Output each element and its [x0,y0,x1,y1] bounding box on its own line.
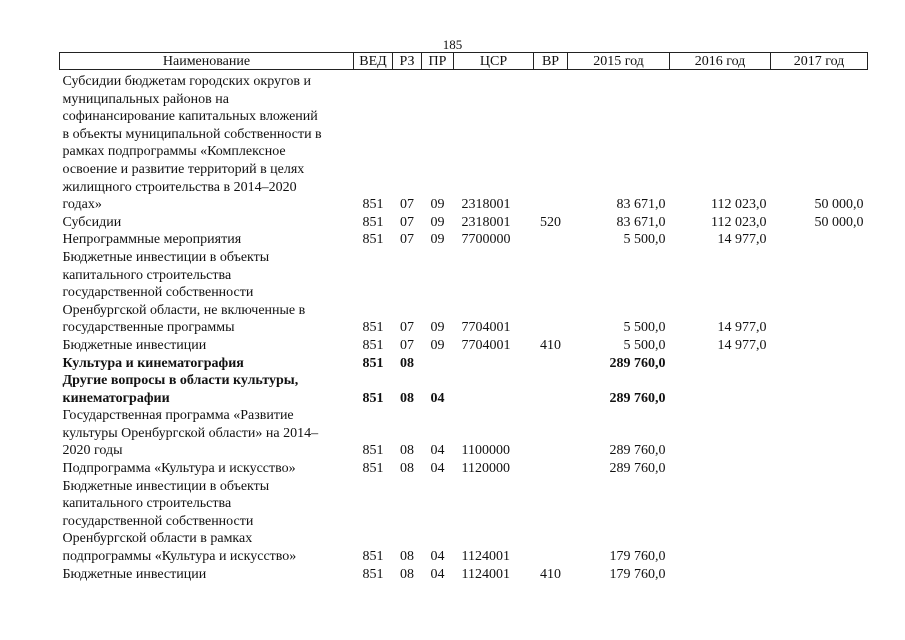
table-row [60,372,868,407]
header-ved: ВЕД [354,53,393,70]
cell-vr [534,70,568,214]
table-header-row [60,53,868,70]
cell-csr: 1124001 [461,549,510,565]
page-number: 185 [442,37,463,52]
cell-pr: 04 [430,566,445,582]
cell-2015: 179 760,0 [609,549,666,565]
cell-vr [534,231,568,249]
cell-2015: 5 500,0 [623,320,666,336]
cell-2017 [771,566,868,584]
table-row [60,478,868,566]
cell-pr: 04 [430,549,445,565]
cell-vr: 410 [540,337,561,353]
header-name: Наименование [60,53,354,70]
cell-rz: 08 [400,443,414,459]
cell-2016 [670,355,771,373]
cell-name: Бюджетные инвестиции в объекты капитального строительства государственной собственности Оренбургской области в рамках подпрограммы «Культура и искусство» [62,478,297,565]
cell-ved: 851 [362,443,384,459]
budget-table [59,52,868,583]
cell-csr: 1120000 [461,461,510,477]
cell-2017 [771,337,868,355]
table-row [60,566,868,584]
cell-2017 [771,355,868,373]
cell-pr: 04 [430,390,445,406]
cell-vr [534,460,568,478]
cell-csr: 2318001 [461,197,511,213]
cell-name: Субсидии [62,214,122,230]
table-row [60,231,868,249]
cell-pr: 04 [430,443,445,459]
cell-name: Бюджетные инвестиции [62,337,207,353]
cell-pr [422,355,454,373]
cell-2015: 5 500,0 [623,232,666,248]
cell-rz: 07 [400,320,414,336]
cell-vr [534,478,568,566]
cell-2015: 179 760,0 [609,566,666,582]
cell-2016 [670,460,771,478]
cell-2016 [670,478,771,566]
cell-2016: 112 023,0 [711,197,767,213]
cell-rz: 07 [400,197,414,213]
table-row [60,337,868,355]
cell-name: Другие вопросы в области культуры, кинематографии [62,373,299,406]
cell-ved: 851 [362,320,384,336]
cell-rz: 07 [400,232,414,248]
cell-name: Подпрограмма «Культура и искусство» [62,461,296,477]
cell-name: Бюджетные инвестиции в объекты капитального строительства государственной собственности Оренбургской области, не включенные в государственные программы [62,249,306,336]
cell-ved: 851 [362,355,384,371]
cell-2015: 289 760,0 [609,443,666,459]
cell-name: Непрограммные мероприятия [62,232,242,248]
cell-2015: 83 671,0 [616,214,666,230]
cell-pr: 09 [430,232,445,248]
header-csr: ЦСР [454,53,534,70]
header-vr: ВР [534,53,568,70]
cell-pr: 09 [430,320,445,336]
header-2017: 2017 год [771,53,868,70]
cell-ved: 851 [362,197,384,213]
cell-ved: 851 [362,337,384,353]
cell-ved: 851 [362,566,384,582]
cell-pr: 09 [430,214,445,230]
cell-vr [534,372,568,407]
cell-csr: 1124001 [461,566,510,582]
cell-2015: 289 760,0 [609,355,666,371]
header-pr: ПР [422,53,454,70]
cell-2015: 83 671,0 [616,197,666,213]
cell-2017 [771,231,868,249]
cell-ved: 851 [362,232,384,248]
cell-ved: 851 [362,461,384,477]
cell-vr [534,249,568,337]
cell-2016 [670,372,771,407]
cell-2017 [771,478,868,566]
table-row [60,355,868,373]
table-row [60,70,868,214]
header-rz: РЗ [393,53,422,70]
cell-2017 [771,407,868,460]
header-2015: 2015 год [568,53,670,70]
cell-csr: 7704001 [461,320,511,336]
cell-ved: 851 [362,549,384,565]
cell-name: Государственная программа «Развитие культуры Оренбургской области» на 2014– 2020 годы [62,408,319,459]
cell-2016 [670,566,771,584]
cell-ved: 851 [362,214,384,230]
cell-2016 [670,407,771,460]
cell-2015: 289 760,0 [609,390,666,406]
cell-rz: 07 [400,214,414,230]
cell-2016: 14 977,0 [717,337,767,353]
cell-rz: 07 [400,337,414,353]
table-body [60,70,868,584]
cell-2016: 14 977,0 [717,232,767,248]
cell-rz: 08 [400,549,414,565]
cell-name: Культура и кинематография [62,355,244,371]
table-row [60,407,868,460]
cell-2016: 112 023,0 [711,214,767,230]
cell-rz: 08 [400,355,414,371]
cell-vr [534,355,568,373]
cell-csr: 1100000 [461,443,510,459]
cell-2017: 50 000,0 [814,214,864,230]
cell-vr: 410 [540,566,561,582]
cell-2017 [771,372,868,407]
header-2016: 2016 год [670,53,771,70]
cell-rz: 08 [400,390,414,406]
cell-name: Субсидии бюджетам городских округов и муниципальных районов на софинансирование капитальных вложений в объекты муниципальной собственности в рамках подпрограммы «Комплексное освоение и развитие территорий в целях жилищного строительства в 2014–2020 годах» [62,74,322,213]
cell-2017 [771,249,868,337]
cell-csr [454,372,534,407]
cell-2015: 289 760,0 [609,461,666,477]
table-row [60,214,868,232]
cell-csr: 7704001 [461,337,511,353]
cell-csr: 7700000 [461,232,511,248]
table-row [60,249,868,337]
cell-csr [454,355,534,373]
cell-2016: 14 977,0 [717,320,767,336]
cell-csr: 2318001 [461,214,511,230]
cell-pr: 09 [430,197,445,213]
table-row [60,460,868,478]
cell-rz: 08 [400,461,414,477]
cell-pr: 09 [430,337,445,353]
cell-vr: 520 [540,214,561,230]
cell-ved: 851 [362,390,384,406]
cell-2015: 5 500,0 [623,337,666,353]
cell-rz: 08 [400,566,414,582]
cell-name: Бюджетные инвестиции [62,566,207,582]
cell-vr [534,407,568,460]
cell-2017 [771,460,868,478]
cell-2017: 50 000,0 [814,197,864,213]
cell-pr: 04 [430,461,445,477]
